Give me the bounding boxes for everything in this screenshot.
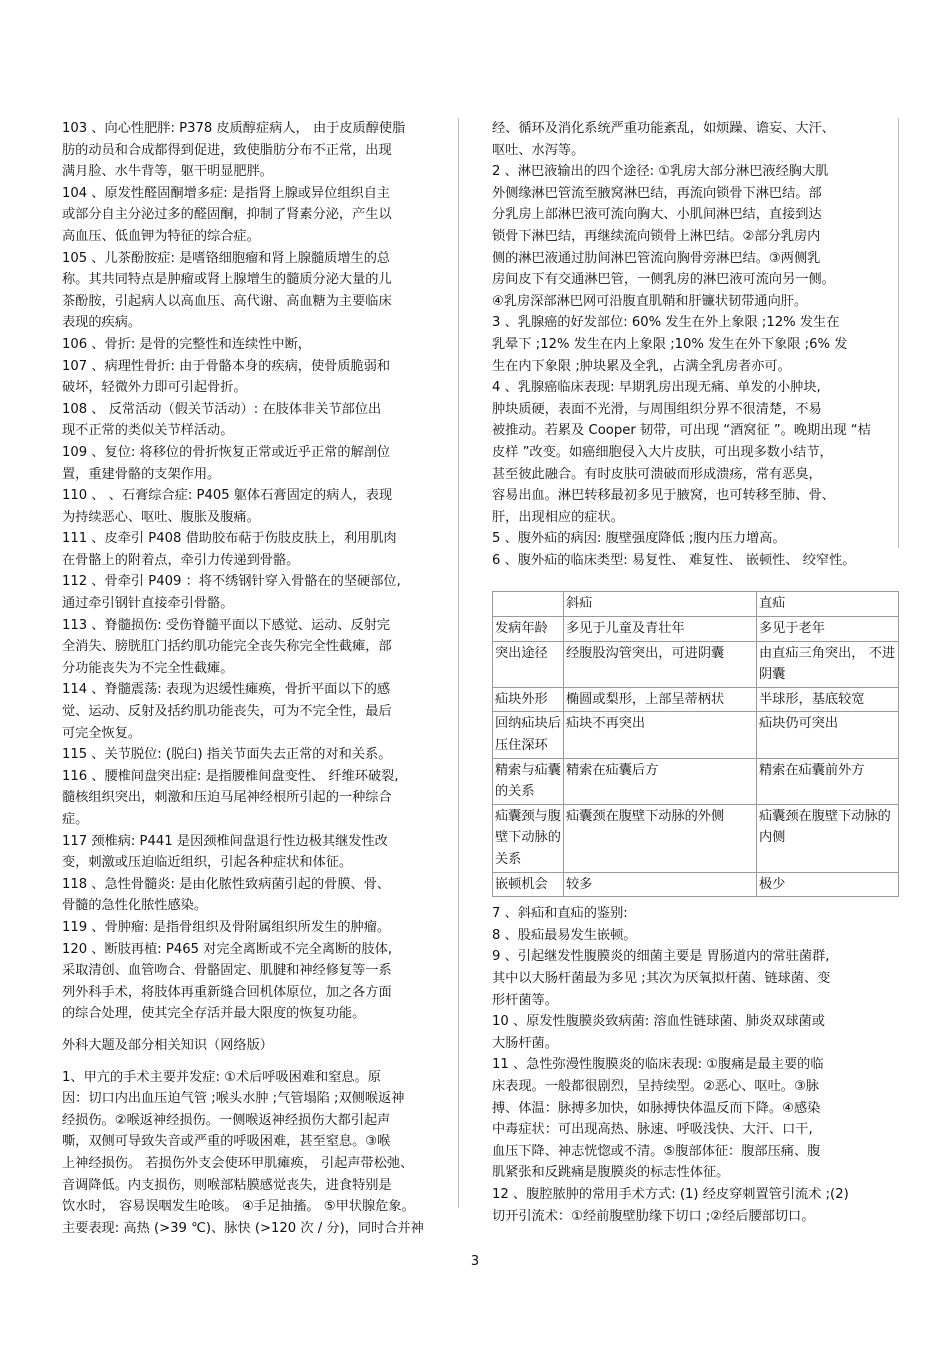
table-cell: 较多	[564, 872, 757, 897]
table-cell: 疝块外形	[493, 687, 564, 712]
table-row	[493, 804, 899, 872]
table-cell: 椭圆或梨形，上部呈蒂柄状	[564, 687, 757, 712]
table-cell: 嵌顿机会	[493, 872, 564, 897]
table-cell: 疝块仍可突出	[757, 712, 899, 758]
paragraph: 107 、病理性骨折: 由于骨骼本身的疾病，使骨质脆弱和 破坏，轻微外力即可引起骨折。	[62, 358, 391, 396]
paragraph: 1、甲亢的手术主要并发症: ①术后呼吸困难和窒息。原 因：切口内出血压迫气管 ;喉头水肿 ;气管塌陷 ;双侧喉返神 经损伤。②喉返神经损伤。一侧喉返神经损伤大都引起声 嘶，双侧可导致失音或严重的呼吸困难，甚至窒息。③喉 上神经损伤。 若损伤外支会使环甲肌瘫痪， 引起声带松弛、 音调降低。内支损伤，则喉部粘膜感觉丧失，进食特别是 饮水时， 容易误咽发生呛咳。 ④手足抽搐。 ⑤甲状腺危象。 主要表现: 高热 (>39 ℃)、脉快 (>120 次 / 分)，同时合并神	[62, 1069, 424, 1236]
paragraph: 11 、急性弥漫性腹膜炎的临床表现: ①腹痛是最主要的临 床表现。一般都很剧烈，呈持续型。②恶心、呕吐。③脉 搏、体温：脉搏多加快，如脉搏快体温反而下降。④感染 中毒症状：可出现高热、脉速、呼吸浅快、大汗、口干, 血压下降、神志恍惚或不清。⑤腹部体征：腹部压痛、腹 肌紧张和反跳痛是腹膜炎的标志性体征。	[492, 1057, 824, 1181]
paragraph: 4 、乳腺癌临床表现: 早期乳房出现无痛、单发的小肿块, 肿块质硬，表面不光滑，与周围组织分界不很清楚，不易 被推动。若累及 Cooper 韧带，可出现 “酒窝征 ”。晚期出现 “桔 皮样 ”改变。如癌细胞侵入大片皮肤，可出现多数小结节， 甚至彼此融合。有时皮肤可溃破而形成溃疡，常有恶臭， 容易出血。淋巴转移最初多见于腋窝，也可转移至肺、骨、 肝，出现相应的症状。	[492, 380, 871, 525]
paragraph: 6 、腹外疝的临床类型: 易复性、 难复性、 嵌顿性、 绞窄性。	[492, 552, 856, 568]
table-row	[493, 712, 899, 758]
table-header-row	[493, 592, 899, 617]
paragraph: 115 、关节脱位: (脱臼) 指关节面失去正常的对和关系。	[62, 747, 392, 763]
table-cell: 突出途径	[493, 641, 564, 687]
page-number: 3	[470, 1254, 480, 1269]
table-cell	[493, 592, 564, 617]
paragraph: 108 、 反常活动（假关节活动）: 在肢体非关节部位出 现不正常的类似关节样活动。	[62, 401, 382, 439]
table-cell: 精索在疝囊后方	[564, 758, 757, 804]
table-cell: 多见于老年	[757, 617, 899, 642]
table-cell: 精索在疝囊前外方	[757, 758, 899, 804]
section-heading: 外科大题及部分相关知识（网络版）	[62, 1037, 273, 1053]
paragraph: 114 、脊髓震荡: 表现为迟缓性瘫痪，骨折平面以下的感 觉、运动、反射及括约肌功能丧失，可为不完全性，最后 可完全恢复。	[62, 682, 392, 741]
table-row	[493, 617, 899, 642]
table-row	[493, 687, 899, 712]
table-cell: 直疝	[757, 592, 899, 617]
paragraph: 119 、骨肿瘤: 是指骨组织及骨附属组织所发生的肿瘤。 120 、断肢再植: P465 对完全离断或不完全离断的肢体, 采取清创、血管吻合、骨骼固定、肌腱和神经修复等一系 列外科手术，将肢体再重新缝合回机体原位，加之各方面 的综合处理，使其完全存活并最大限度的恢复功能。	[62, 919, 393, 1022]
paragraph: 经、循环及消化系统严重功能紊乱，如烦躁、谵妄、大汗、 呕吐、水泻等。	[492, 121, 835, 158]
paragraph: 106 、骨折: 是骨的完整性和连续性中断，	[62, 336, 311, 352]
paragraph: 111 、皮牵引 P408 借助胶布萜于伤肢皮肤上，利用肌肉 在骨骼上的附着点，牵引力传递到骨骼。	[62, 531, 397, 568]
paragraph: 3 、乳腺癌的好发部位: 60% 发生在外上象限 ;12% 发生在 乳晕下 ;12% 发生在内上象限 ;10% 发生在外下象限 ;6% 发 生在内下象限 ;肿块累及全乳，占满全乳房者亦可。	[492, 315, 848, 374]
paragraph: 104 、原发性醛固酮增多症: 是指肾上腺或异位组织自主 或部分自主分泌过多的醛固酮，抑制了肾素分泌，产生以 高血压、低血钾为特征的综合症。	[62, 185, 392, 244]
paragraph: 103 、向心性肥胖: P378 皮质醇症病人， 由于皮质醇使脂 肪的动员和合成都得到促进，致使脂肪分布不正常，出现 满月脸、水牛背等，躯干明显肥胖。	[62, 121, 406, 180]
paragraph: 2 、淋巴液输出的四个途径: ①乳房大部分淋巴液经胸大肌 外侧缘淋巴管流至腋窝淋巴结，再流向锁骨下淋巴结。部 分乳房上部淋巴液可流向胸大、小肌间淋巴结，直接到达 锁骨下淋巴结，再继续流向锁骨上淋巴结。②部分乳房内 侧的淋巴液通过肋间淋巴管流向胸骨旁淋巴结。③两侧乳 房间皮下有交通淋巴管，一侧乳房的淋巴液可流向另一侧。 ④乳房深部淋巴网可沿腹直肌鞘和肝镰状韧带通向肝。	[492, 164, 835, 309]
paragraph: 117 颈椎病: P441 是因颈椎间盘退行性边极其继发性改 变，刺激或压迫临近组织，引起各种症状和体征。	[62, 833, 388, 871]
paragraph: 9 、引起继发性腹膜炎的细菌主要是 胃肠道内的常驻菌群, 其中以大肠杆菌最为多见 ;其次为厌氧拟杆菌、链球菌、变 形杆菌等。	[492, 949, 831, 1008]
paragraph: 109 、复位: 将移位的骨折恢复正常或近乎正常的解剖位 置，重建骨骼的支架作用。	[62, 444, 391, 482]
table-row	[493, 641, 899, 687]
paragraph: 110 、 、石膏综合症: P405 躯体石膏固定的病人，表现 为持续恶心、呕吐、腹胀及腹痛。	[62, 488, 393, 525]
paragraph: 5 、腹外疝的病因: 腹壁强度降低 ;腹内压力增高。	[492, 531, 786, 547]
column-divider	[458, 118, 459, 1208]
paragraph: 118 、急性骨髓炎: 是由化脓性致病菌引起的骨膜、骨、 骨髓的急性化脓性感染。	[62, 876, 391, 914]
table-row	[493, 758, 899, 804]
table-cell: 半球形，基底较宽	[757, 687, 899, 712]
paragraph: 12 、腹腔脓肿的常用手术方式: (1) 经皮穿刺置管引流术 ;(2) 切开引流术：①经前腹壁肋缘下切口 ;②经后腰部切口。	[492, 1186, 849, 1224]
right-column	[492, 118, 897, 1227]
paragraph: 116 、腰椎间盘突出症: 是指腰椎间盘变性、 纤维环破裂, 髓核组织突出，刺激和压迫马尾神经根所引起的一种综合 症。	[62, 768, 399, 827]
table-cell: 疝囊颈在腹壁下动脉的内侧	[757, 804, 899, 872]
paragraph: 113 、脊髓损伤: 受伤脊髓平面以下感觉、运动、反射完 全消失、膀胱肛门括约肌功能完全丧失称完全性截瘫，部 分功能丧失为不完全性截瘫。	[62, 617, 392, 676]
paragraph: 112 、骨牵引 P409 ：将不绣钢针穿入骨骼在的坚硬部位, 通过牵引钢针直接牵引骨骼。	[62, 574, 401, 612]
table-cell: 斜疝	[564, 592, 757, 617]
table-cell: 发病年龄	[493, 617, 564, 642]
paragraph: 7 、斜疝和直疝的鉴别:	[492, 906, 628, 922]
table-cell: 多见于儿童及青壮年	[564, 617, 757, 642]
table-cell: 疝囊颈在腹壁下动脉的外侧	[564, 804, 757, 872]
paragraph: 105 、儿茶酚胺症: 是嗜铬细胞瘤和肾上腺髓质增生的总 称。其共同特点是肿瘤或肾上腺增生的髓质分泌大量的儿 茶酚胺，引起病人以高血压、高代谢、高血糖为主要临床 表现的疾病。	[62, 250, 392, 331]
table-cell: 由直疝三角突出， 不进阴囊	[757, 641, 899, 687]
paragraph: 10 、原发性腹膜炎致病菌: 溶血性链球菌、肺炎双球菌或 大肠杆菌。	[492, 1014, 825, 1051]
left-column	[62, 118, 452, 1239]
table-cell: 精索与疝囊的关系	[493, 758, 564, 804]
table-row	[493, 872, 899, 897]
table-cell: 疝块不再突出	[564, 712, 757, 758]
column-divider-right	[898, 118, 899, 548]
table-cell: 回纳疝块后压住深环	[493, 712, 564, 758]
paragraph: 8 、股疝最易发生嵌顿。	[492, 927, 637, 943]
hernia-comparison-table	[492, 591, 899, 897]
table-cell: 疝囊颈与腹壁下动脉的关系	[493, 804, 564, 872]
table-cell: 极少	[757, 872, 899, 897]
table-cell: 经腹股沟管突出，可进阴囊	[564, 641, 757, 687]
